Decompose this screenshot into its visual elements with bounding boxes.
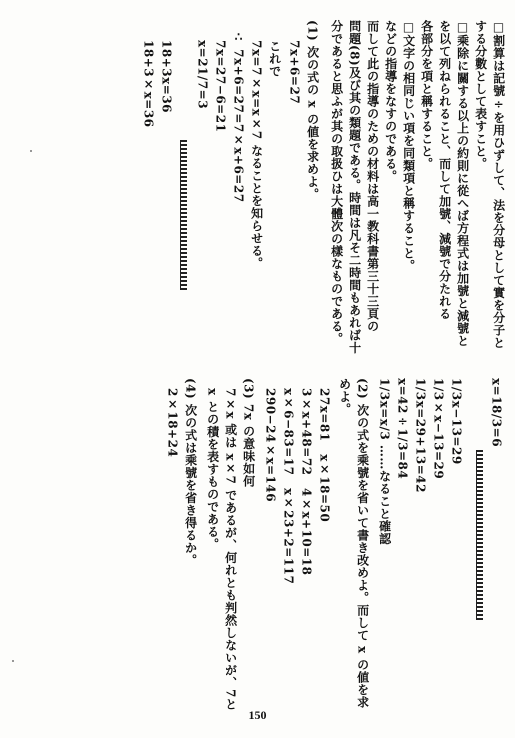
problem3-line-2: x との積を表すものである。 <box>205 388 220 551</box>
problem1-line-7: 18+3×x=36 <box>141 40 156 128</box>
problem2-line-3: 1/3×x−13=29 <box>431 378 446 480</box>
problem1-line-1: これで <box>267 40 282 78</box>
rule-line-3: □乘除に關する以上の約則に從へば方程式は加號と減號と <box>455 20 470 347</box>
problem2-eq-4: 290−24×x=146 <box>263 388 278 503</box>
wavy-divider-1 <box>180 140 187 290</box>
problem2-line-1: x=18/3=6 <box>489 378 504 448</box>
problem2-eq-1: 27x=81 x×18=50 <box>317 388 332 523</box>
scan-speck <box>30 150 32 152</box>
problem4-heading: (4) 次の式は乘號を省き得るか。 <box>183 378 198 567</box>
problem3-line-1: 7×x 或は x×7 であるが、何れとも判然しないが、7と <box>223 388 238 711</box>
problem1-equation: 7x+6=27 <box>287 40 302 105</box>
problem4-line-1: 2×18+24 <box>165 388 180 458</box>
problem2-line-5: x=42÷1/3=84 <box>395 378 410 480</box>
problem2-line-4: 1/3x=29+13=42 <box>413 378 428 493</box>
problem2-line-2: 1/3x−13=29 <box>449 378 464 465</box>
problem1-line-4: 7x=27−6=21 <box>213 40 228 133</box>
problem2-eq-2: 3×x+48=72 4×x+10=18 <box>299 388 314 576</box>
scan-speck <box>12 660 14 662</box>
text-line-8: 而して此の指導のための材料は高一教科書第三十三頁の <box>365 20 380 333</box>
rule-line-2: する分數として表すこと。 <box>473 20 488 170</box>
problem2-heading: (2) 次の式を乘號を省いて書き改めよ。而して x の値を求 <box>355 378 370 709</box>
page-number: 150 <box>248 708 267 722</box>
problem2-line-6: 1/3x=x/3 ……なること確認 <box>377 378 392 545</box>
text-line-10: 分であると思ふが其の取扱ひは大體次の樣なものである。 <box>329 20 344 345</box>
rule-line-4: を以て列ねられること、而して加號、減號で分たれる <box>437 20 452 320</box>
problem1-heading: (1) 次の式の x の値を求めよ。 <box>305 20 320 201</box>
wavy-divider-2 <box>476 450 483 620</box>
problem3-heading: (3) 7x の意味如何 <box>241 378 256 488</box>
rule-line-1: □割算は記號÷を用ひずして、法を分母として實を分子と <box>491 20 506 349</box>
text-line-9: 問題(8)及び其の類題である。時間は凡そ二時間もあれば十 <box>347 20 362 354</box>
rule-line-7: などの指導をなすのである。 <box>383 20 398 183</box>
problem2-eq-3: x×6−83=17 x×23+2=117 <box>281 388 296 585</box>
rule-line-6: □文字の相同じい項を同類項と稱すること。 <box>401 20 416 272</box>
problem1-line-6: 18+3x=36 <box>159 40 174 114</box>
problem1-line-3: ∴ 7x+6=27=7×x+6=27 <box>231 30 246 203</box>
problem2-heading-cont: めよ。 <box>337 378 352 416</box>
problem1-line-2: 7x=7×x=x×7 なることを知らせる。 <box>249 40 264 270</box>
rule-line-5: 各部分を項と稱すること。 <box>419 20 434 170</box>
problem1-line-5: x=21/7=3 <box>195 40 210 110</box>
